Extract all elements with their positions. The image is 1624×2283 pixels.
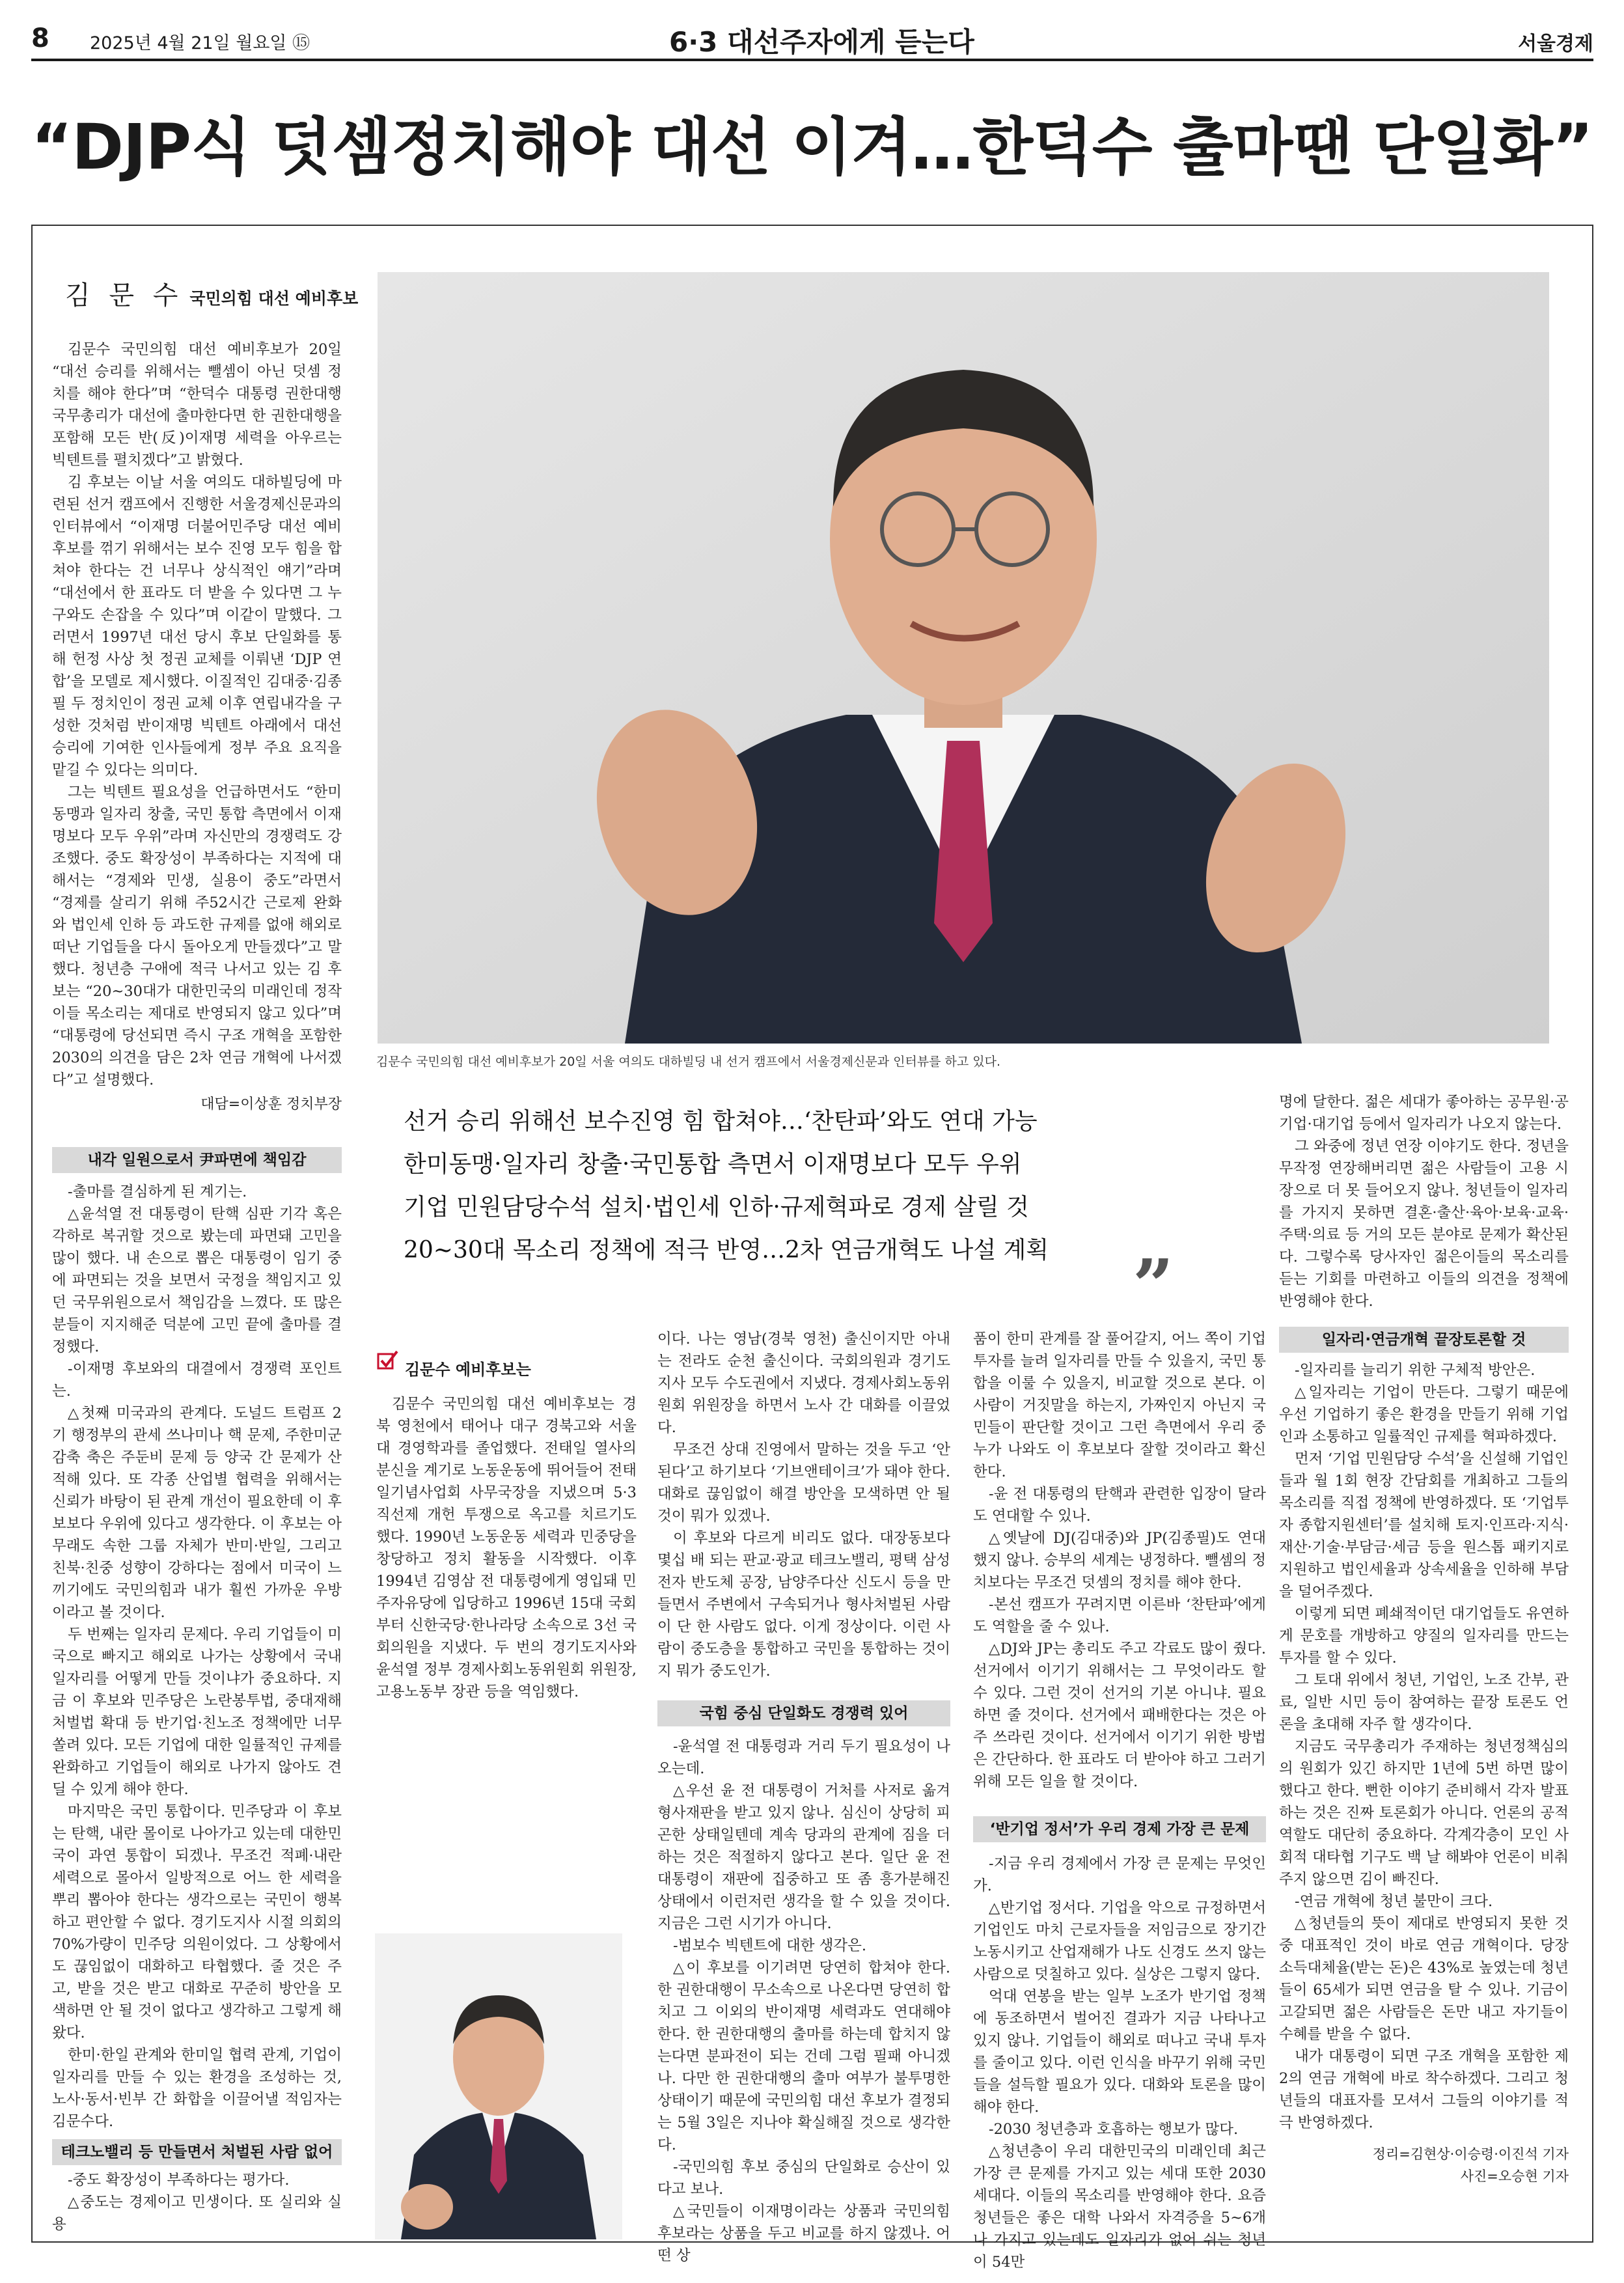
paragraph: 이 후보와 다르게 비리도 없다. 대장동보다 몇십 배 되는 판교·광교 테크노밸리, 평택 삼성전자 반도체 공장, 남양주다산 신도시 등을 만들면서 주변에서 구속되거나 형사처벌된 사람이 단 한 사람도 없다. 이게 정상이다. 이런 사람이 중도층을 통합하고 국민을 통합하는 것이지 뭐가 중도인가. [657, 1530, 950, 1680]
paragraph: △이 후보를 이기려면 당연히 합쳐야 한다. 한 권한대행이 무소속으로 나온다면 당연히 합치고 그 이외의 반이재명 세력과도 연대해야 한다. 한 권한대행의 출마를 하는데 합치지 않는다면 분파전이 되는 건데 그럼 필패 아니겠나. 다만 한 권한대행의 출마 여부가 불투명한 상태이기 때문에 국민의힘 대선 후보가 결정되는 5월 3일은 지나야 확실해질 것으로 생각한다. [657, 1959, 950, 2153]
paragraph: 내가 대통령이 되면 구조 개혁을 포함한 제2의 연금 개혁에 바로 착수하겠다. 그리고 청년들의 대표자를 모셔서 그들의 이야기를 적극 반영하겠다. [1279, 2048, 1569, 2131]
paragraph: -일자리를 늘리기 위한 구체적 방안은. [1295, 1362, 1535, 1379]
paragraph: △일자리는 기업이 만든다. 그렇기 때문에 우선 기업하기 좋은 환경을 만들기 위해 기업인과 소통하고 일률적인 규제를 혁파하겠다. [1279, 1384, 1569, 1445]
subheading: 내각 일원으로서 尹파면에 책임감 [52, 1147, 342, 1173]
photo-caption: 김문수 국민의힘 대선 예비후보가 20일 서울 여의도 대하빌딩 내 선거 캠프에서 서울경제신문과 인터뷰를 하고 있다. [376, 1055, 1001, 1069]
pull-quote: 선거 승리 위해선 보수진영 힘 합쳐야…‘찬탄파’와도 연대 가능 [404, 1108, 1038, 1135]
column-1 [52, 339, 342, 2235]
column-3 [657, 1328, 950, 2267]
pull-quote: 기업 민원담당수석 설치·법인세 인하·규제혁파로 경제 살릴 것 [404, 1194, 1029, 1221]
subheading: ‘반기업 정서’가 우리 경제 가장 큰 문제 [973, 1816, 1266, 1842]
paragraph: △반기업 정서다. 기업을 악으로 규정하면서 기업인도 마치 근로자들을 저임금으로 장기간 노동시키고 산업재해가 나도 신경도 쓰지 않는 사람으로 덧칠하고 있다. 실상은 그렇지 않다. [973, 1900, 1266, 1983]
quote-mark: ” [1133, 1243, 1174, 1327]
issue-date [90, 29, 310, 54]
paragraph: 김 후보는 이날 서울 여의도 대하빌딩에 마련된 선거 캠프에서 진행한 서울경제신문과의 인터뷰에서 “이재명 더불어민주당 대선 예비후보를 꺾기 위해서는 보수 진영 모두 힘을 합쳐야 한다는 건 너무나 상식적인 얘기”라며 “대선에서 한 표라도 더 받을 수 있다면 그 누구와도 손잡을 수 있다”며 이같이 말했다. 그러면서 1997년 대선 당시 후보 단일화를 통해 헌정 사상 첫 정권 교체를 이뤄낸 ‘DJP 연합’을 모델로 제시했다. 이질적인 김대중·김종필 두 정치인이 정권 교체 이후 연립내각을 구성한 것처럼 반이재명 빅텐트 아래에서 대선 승리에 기여한 인사들에게 정부 주요 요직을 맡길 수 있다는 의미다. [52, 474, 342, 779]
paragraph: 김문수 국민의힘 대선 예비후보가 20일 “대선 승리를 위해서는 뺄셈이 아닌 덧셈 정치를 해야 한다”며 “한덕수 대통령 권한대행 국무총리가 대선에 출마한다면 한 권한대행을 포함해 모든 반(反)이재명 세력을 아우르는 빅텐트를 펼치겠다”고 밝혔다. [52, 341, 342, 469]
paragraph: △우선 윤 전 대통령이 거처를 사저로 옮겨 형사재판을 받고 있지 않나. 심신이 상당히 피곤한 상태일텐데 계속 당과의 관계에 짐을 더하는 것은 적절하지 않다고 본다. 일단 윤 전 대통령이 재판에 집중하고 또 좀 흥가분해진 상태에서 이런저런 생각을 할 수 있을 것이다. 지금은 그런 시기가 아니다. [657, 1782, 950, 1932]
paragraph: △국민들이 이재명이라는 상품과 국민의힘 후보라는 상품을 두고 비교를 하지 않겠나. 어떤 상 [657, 2203, 950, 2264]
paragraph: △청년들의 뜻이 제대로 반영되지 못한 것 중 대표적인 것이 바로 연금 개혁이다. 당장 소득대체율(받는 돈)은 43%로 높였는데 청년들이 65세가 되면 연금을 탈 수 있나. 기금이 고갈되면 젊은 사람들은 돈만 내고 자기들이 수혜를 받을 수 없다. [1279, 1915, 1569, 2043]
subheading: 테크노밸리 등 만들면서 처벌된 사람 없어 [52, 2139, 342, 2165]
paragraph: -연금 개혁에 청년 불만이 크다. [1295, 1893, 1493, 1910]
pull-quote-block [404, 1100, 1172, 1272]
subheading: 일자리·연금개혁 끝장토론할 것 [1279, 1327, 1569, 1353]
paragraph: 먼저 ‘기업 민원담당 수석’을 신설해 기업인들과 월 1회 현장 간담회를 개최하고 그들의 목소리를 직접 정책에 반영하겠다. 또 ‘기업투자 종합지원센터’를 설치해 토지·인프라·지식·재산·기술·부담금·세금 등을 원스톱 패키지로 지원하고 법인세율과 상속세율을 인하해 부담을 덜어주겠다. [1279, 1450, 1569, 1600]
profile-heading [65, 275, 358, 312]
paragraph: 한미·한일 관계와 한미일 협력 관계, 기업이 일자리를 만들 수 있는 환경을 조성하는 것, 노사·동서·빈부 간 화합을 이끌어낼 적임자는 김문수다. [52, 2047, 342, 2130]
profile-role: 국민의힘 대선 예비후보 [189, 289, 359, 308]
paragraph: △첫째 미국과의 관계다. 도널드 트럼프 2기 행정부의 관세 쓰나미나 핵 문제, 주한미군 감축 축은 주둔비 문제 등 양국 간 문제가 산적해 있다. 또 각종 산업별 협력을 위해서는 신뢰가 바탕이 된 관계 개선이 필요한데 이 후보보다 우위에 있다고 생각한다. 이 후보는 아무래도 속한 그룹 자체가 반미·반일, 그리고 친북·친중 성향이 강하다는 점에서 미국이 느끼기에도 국민의힘과 내가 훨씬 가까운 우방이라고 볼 것이다. [52, 1405, 342, 1621]
paragraph: 그는 빅텐트 필요성을 언급하면서도 “한미 동맹과 일자리 창출, 국민 통합 측면에서 이재명보다 모두 우위”라며 자신만의 경쟁력도 강조했다. 중도 확장성이 부족하다는 지적에 대해서는 “경제와 민생, 실용이 중도”라면서 “경제를 살리기 위해 주52시간 근로제 완화와 법인세 인하 등 과도한 규제를 없애 해외로 떠난 기업들을 다시 돌아오게 만들겠다”고 말했다. 청년층 구애에 적극 나서고 있는 김 후보는 “20~30대가 대한민국의 미래인데 정작 이들 목소리는 제대로 반영되지 않고 있다”며 “대통령에 당선되면 즉시 구조 개혁을 포함한 2030의 의견을 담은 2차 연금 개혁에 나서겠다”고 설명했다. [52, 784, 342, 1088]
page-number: 8 [31, 23, 49, 53]
bio-title: 김문수 예비후보는 [405, 1361, 531, 1379]
pull-quote: 20~30대 목소리 정책에 적극 반영…2차 연금개혁도 나설 계획 [404, 1237, 1049, 1264]
paragraph: △윤석열 전 대통령이 탄핵 심판 기각 혹은 각하로 복귀할 것으로 봤는데 파면돼 고민을 많이 했다. 내 손으로 뽑은 대통령이 임기 중에 파면되는 것을 보면서 국정을 책임지고 있던 국무위원으로서 책임감을 느꼈다. 또 많은 분들이 지지해준 덕분에 고민 끝에 출마를 결정했다. [52, 1206, 342, 1355]
paragraph: -지금 우리 경제에서 가장 큰 문제는 무엇인가. [973, 1855, 1266, 1894]
paragraph: -윤 전 대통령의 탄핵과 관련한 입장이 달라도 연대할 수 있나. [973, 1486, 1266, 1525]
paragraph: 이다. 나는 영남(경북 영천) 출신이지만 아내는 전라도 순천 출신이다. 국회의원과 경기도지사 모두 수도권에서 지냈다. 경제사회노동위원회 위원장을 하면서 노사 간 대화를 이끌었다. [657, 1331, 950, 1436]
newspaper-name: 서울경제 [1518, 33, 1593, 55]
writer-credit: 정리=김현상·이승령·이진석 기자 [1372, 2146, 1569, 2162]
paragraph: -범보수 빅텐트에 대한 생각은. [673, 1937, 867, 1954]
paragraph: -윤석열 전 대통령과 거리 두기 필요성이 나오는데. [657, 1738, 950, 1777]
column-5 [1279, 1091, 1569, 2187]
paragraph: 억대 연봉을 받는 일부 노조가 반기업 정책에 동조하면서 벌어진 결과가 지금 나타나고 있지 않나. 기업들이 해외로 떠나고 국내 투자를 줄이고 있다. 이런 인식을 바꾸기 위해 국민들을 설득할 필요가 있다. 대화와 토론을 많이 해야 한다. [973, 1988, 1266, 2116]
paragraph: 김문수 국민의힘 대선 예비후보는 경북 영천에서 태어나 대구 경북고와 서울대 경영학과를 졸업했다. 전태일 열사의 분신을 계기로 노동운동에 뛰어들어 전태일기념사업회 사무국장을 지냈으며 5·3 직선제 개헌 투쟁으로 옥고를 치르기도 했다. 1990년 노동운동 세력과 민중당을 창당하고 정치 활동을 시작했다. 이후 1994년 김영삼 전 대통령에게 영입돼 민주자유당에 입당하고 1996년 15대 국회부터 신한국당·한나라당 소속으로 3선 국회의원을 지냈다. 두 번의 경기도지사와 윤석열 정부 경제사회노동위원회 위원장, 고용노동부 장관 등을 역임했다. [376, 1396, 637, 1700]
paragraph: 마지막은 국민 통합이다. 민주당과 이 후보는 탄핵, 내란 몰이로 나아가고 있는데 대한민국이 과연 통합이 되겠나. 무조건 적폐·내란 세력으로 몰아서 일방적으로 어느 한 세력을 뿌리 뽑아야 한다는 생각으로는 국민이 행복하고 편안할 수 없다. 경기도지사 시절 의회의 70%가량이 민주당 의원이었다. 그 상황에서도 끊임없이 대화하고 타협했다. 줄 것은 주고, 받을 것은 받고 대화로 꾸준히 방안을 모색하면 안 될 것이 없다고 생각하고 그렇게 해왔다. [52, 1803, 342, 2041]
date-text: 2025년 4월 21일 월요일 [90, 33, 287, 53]
section-title: 6·3 대선주자에게 듣는다 [669, 26, 974, 58]
paragraph: 명에 달한다. 젊은 세대가 좋아하는 공무원·공기업·대기업 등에서 일자리가 나오지 않는다. [1279, 1094, 1569, 1133]
paragraph: -국민의힘 후보 중심의 단일화로 승산이 있다고 보나. [657, 2159, 950, 2198]
bio-text [376, 1393, 637, 1703]
paragraph: -2030 청년층과 호흡하는 행보가 많다. [989, 2121, 1239, 2138]
paragraph: △중도는 경제이고 민생이다. 또 실리와 실용 [52, 2194, 342, 2233]
paragraph: 지금도 국무총리가 주재하는 청년정책심의의 원회가 있긴 하지만 1년에 5번 하면 많이 했다고 한다. 뻔한 이야기 준비해서 각자 발표하는 것은 진짜 토론회가 아니다. 언론의 공적 역할도 대단히 중요하다. 각계각층이 모인 사회적 대타협 기구도 백 날 해봐야 언론이 비춰주지 않으면 김이 빠진다. [1279, 1738, 1569, 1888]
paragraph: △청년층이 우리 대한민국의 미래인데 최근 가장 큰 문제를 가지고 있는 세대 또한 2030 세대다. 이들의 목소리를 반영해야 한다. 요즘 청년들은 좋은 대학 나와서 자격증을 5~6개나 가지고 있는데도 일자리가 없어 쉬는 청년이 54만 [973, 2143, 1266, 2271]
photo-credit: 사진=오승현 기자 [1460, 2168, 1569, 2184]
paragraph: -출마를 결심하게 된 계기는. [68, 1183, 247, 1200]
paragraph: -이재명 후보와의 대결에서 경쟁력 포인트는. [52, 1361, 342, 1400]
interviewer-credit: 대담=이상훈 정치부장 [200, 1096, 342, 1113]
paragraph: 그 와중에 정년 연장 이야기도 한다. 정년을 무작정 연장해버리면 젊은 사람들이 고용 시장으로 더 못 들어오지 않나. 청년들이 일자리를 가지지 못하면 결혼·출산·육아·보육·교육·주택·의료 등 거의 모든 분야로 문제가 확산된다. 그렇수록 당사자인 젊은이들의 목소리를 듣는 기회를 마련하고 이들의 의견을 정책에 반영해야 한다. [1279, 1138, 1569, 1310]
paragraph: -중도 확장성이 부족하다는 평가다. [68, 2172, 290, 2189]
pull-quote: 한미동맹·일자리 창출·국민통합 측면서 이재명보다 모두 우위 [404, 1151, 1022, 1178]
paragraph: △옛날에 DJ(김대중)와 JP(김종필)도 연대했지 않나. 승부의 세계는 냉정하다. 뺄셈의 정치보다는 무조건 덧셈의 정치를 해야 한다. [973, 1530, 1266, 1591]
paragraph: 그 토대 위에서 청년, 기업인, 노조 간부, 관료, 일반 시민 등이 참여하는 끝장 토론도 언론을 초대해 자주 할 생각이다. [1279, 1672, 1569, 1733]
portrait-illustration [378, 272, 1549, 1044]
headline: “DJP식 덧셈정치해야 대선 이겨…한덕수 출마땐 단일화” [31, 111, 1593, 184]
profile-name: 김 문 수 [65, 281, 184, 311]
paragraph: 이렇게 되면 폐쇄적이던 대기업들도 유연하게 문호를 개방하고 양질의 일자리를 만드는 투자를 할 수 있다. [1279, 1605, 1569, 1667]
paragraph: -본선 캠프가 꾸려지면 이른바 ‘찬탄파’에게도 역할을 줄 수 있나. [973, 1596, 1266, 1635]
page-header [31, 18, 1593, 61]
subheading: 국힘 중심 단일화도 경쟁력 있어 [657, 1700, 950, 1726]
main-photo [378, 272, 1549, 1044]
column-4 [973, 1328, 1266, 2273]
paragraph: 품이 한미 관계를 잘 풀어갈지, 어느 쪽이 기업 투자를 늘려 일자리를 만들 수 있을지, 국민 통합을 이룰 수 있을지, 비교할 것으로 본다. 이 사람이 거짓말을 하는지, 가짜인지 아닌지 국민들이 판단할 것이고 그런 측면에서 우리 중 누가 나와도 이 후보보다 잘할 것이라고 확신한다. [973, 1331, 1266, 1480]
paragraph: △DJ와 JP는 총리도 주고 각료도 많이 줬다. 선거에서 이기기 위해서는 그 무엇이라도 할 수 있다. 그런 것이 선거의 기본 아니냐. 필요하면 줄 것이다. 선거에서 패배한다는 것은 아주 쓰라린 것이다. 선거에서 이기기 위한 방법은 간단하다. 한 표라도 더 받아야 하고 그러기 위해 모든 일을 할 것이다. [973, 1640, 1266, 1790]
small-portrait [375, 1933, 622, 2239]
paragraph: 무조건 상대 진영에서 말하는 것을 두고 ‘안 된다’고 하기보다 ‘기브앤테이크’가 돼야 한다. 대화로 끊임없이 해결 방안을 모색하면 안 될 것이 뭐가 있겠나. [657, 1441, 950, 1525]
paragraph: 두 번째는 일자리 문제다. 우리 기업들이 미국으로 빠지고 해외로 나가는 상황에서 국내 일자리를 어떻게 만들 것이냐가 중요하다. 지금 이 후보와 민주당은 노란봉투법, 중대재해처벌법 확대 등 반기업·친노조 정책에만 너무 쏠려 있다. 모든 기업에 대한 일률적인 규제를 완화하고 기업들이 해외로 나가지 않아도 견딜 수 있게 해야 한다. [52, 1626, 342, 1798]
small-photo [375, 1933, 622, 2239]
checkbox-icon [376, 1349, 400, 1372]
issue-mark: ⑮ [292, 33, 310, 53]
